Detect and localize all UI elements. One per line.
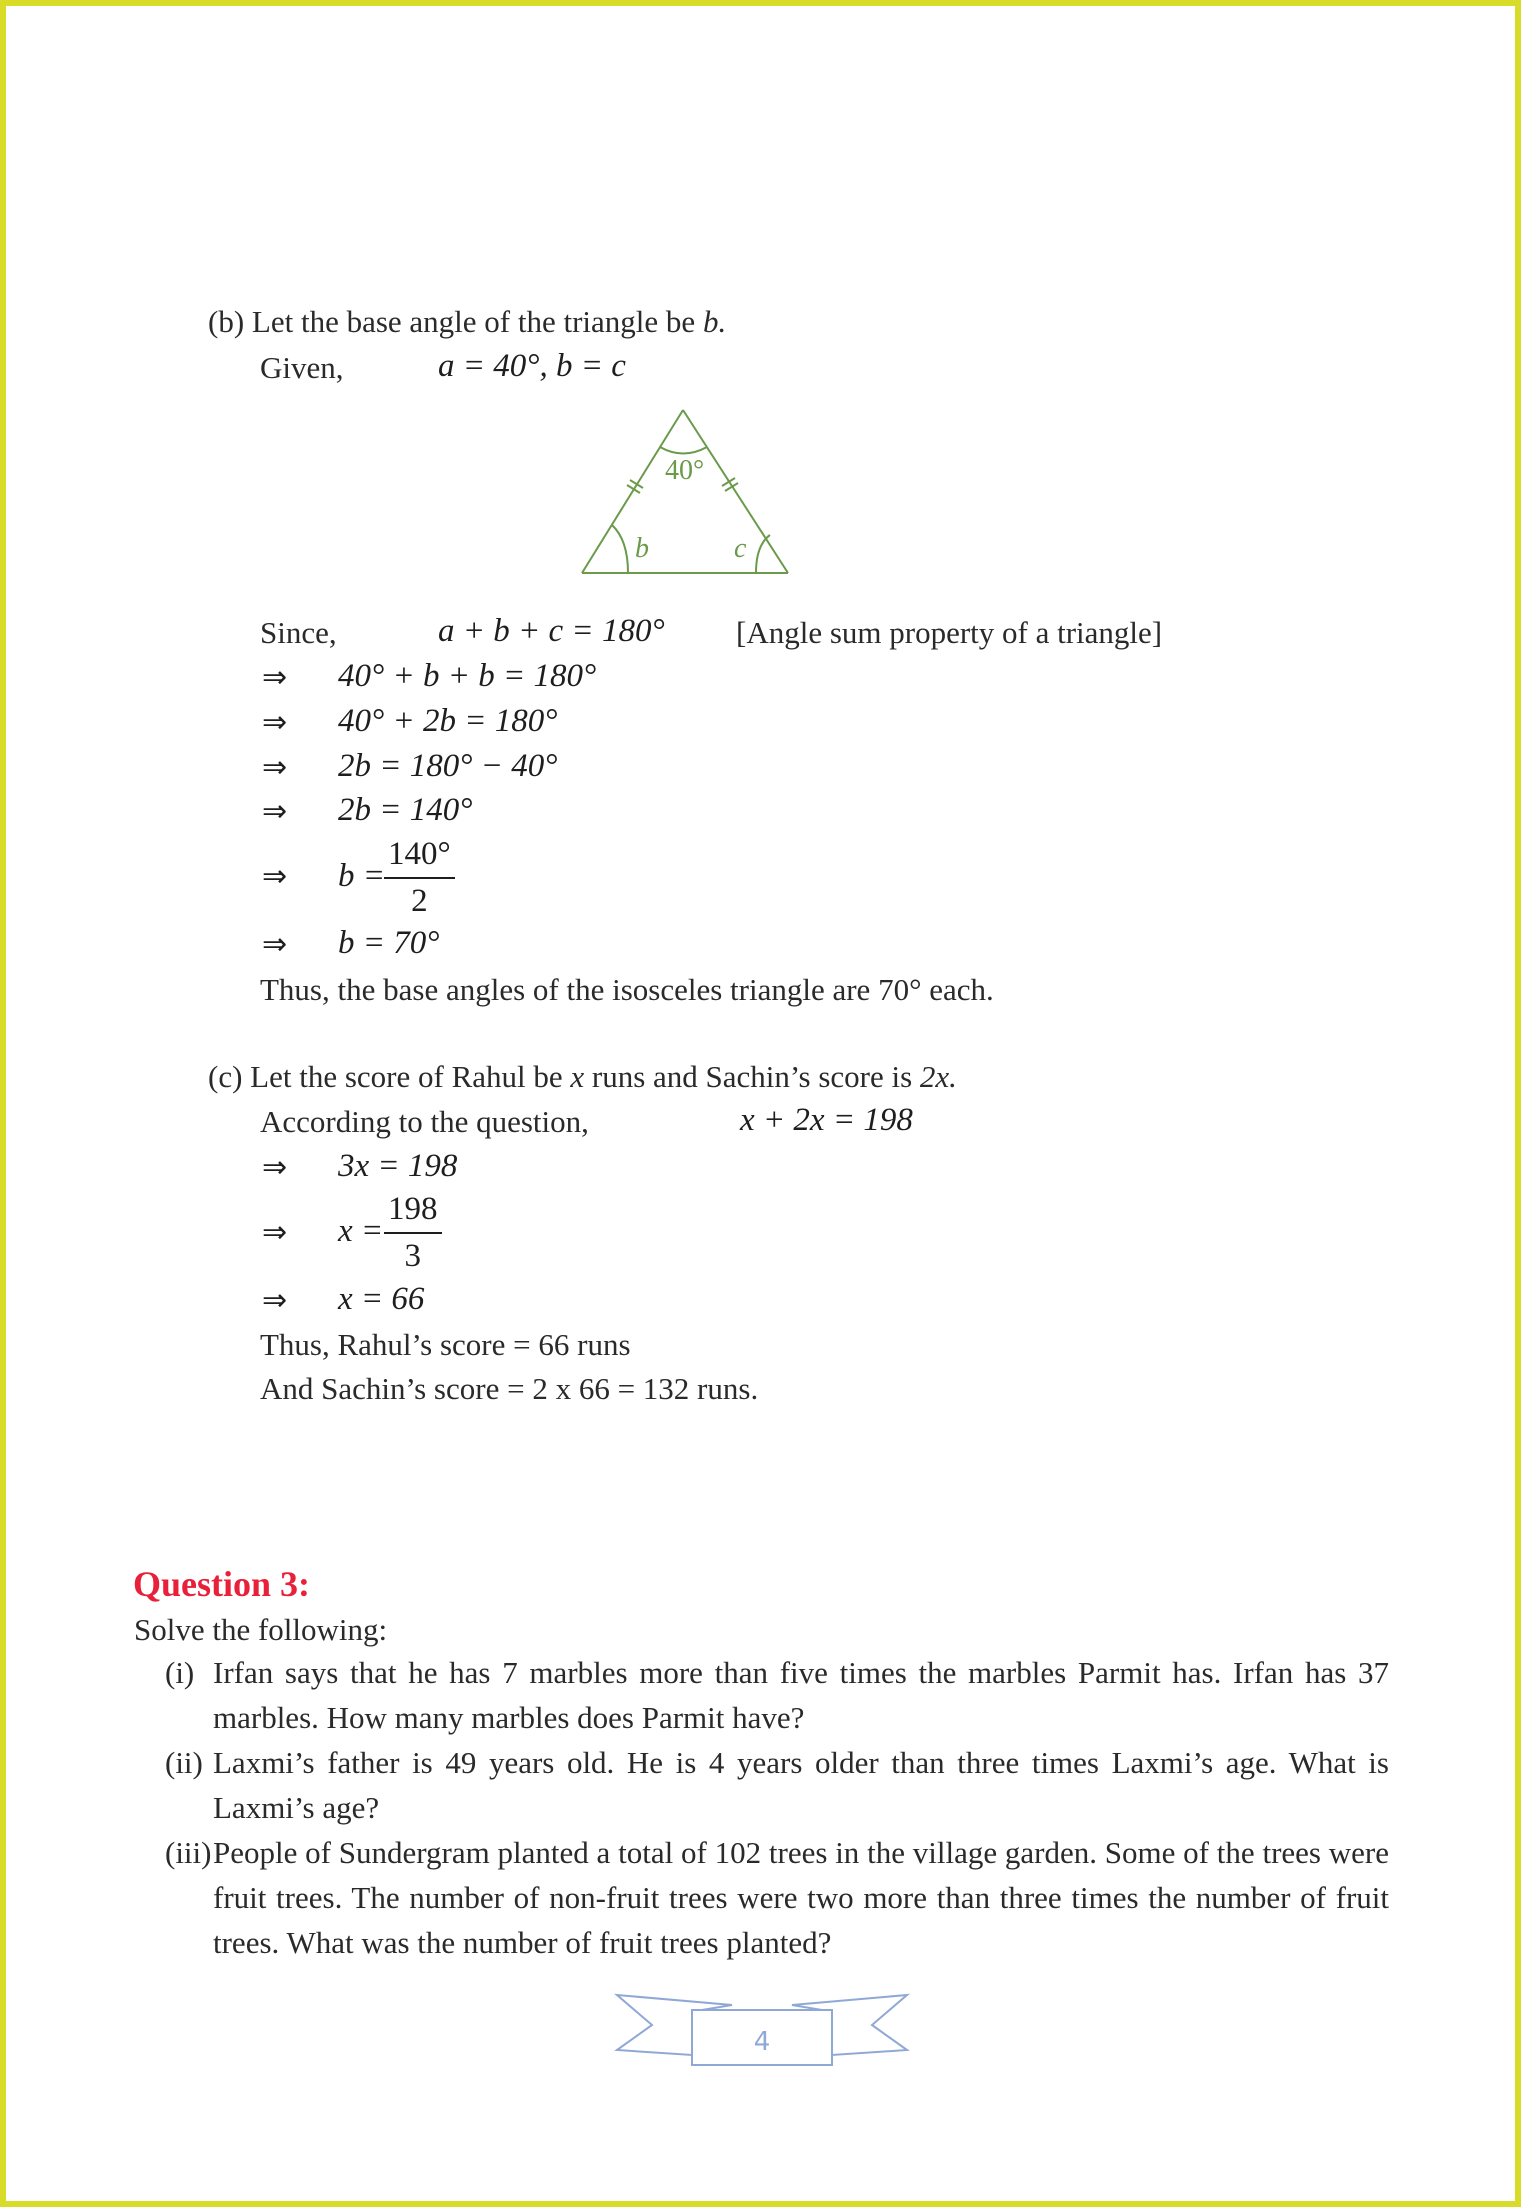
fraction [384,838,455,918]
part-b-intro-text: (b) Let the base angle of the triangle be [208,304,696,339]
implies-icon: ⇒ [262,705,288,740]
step: 40° + 2b = 180° [338,703,558,739]
rahul-score: Thus, Rahul’s score = 66 runs [260,1327,631,1362]
implies-icon: ⇒ [262,859,288,894]
given-equation: a = 40°, b = c [438,348,626,384]
question-item-text: Irfan says that he has 7 marbles more than five times the marbles Parmit has. Irfan has 37 marbles. How many marbles does Parmit have? [213,1655,1389,1735]
question-item [165,1830,1389,1965]
implies-icon: ⇒ [262,660,288,695]
page-number-ribbon-icon [612,1990,912,2080]
right-angle-label: c [734,533,747,564]
part-c-intro-text: (c) Let the score of Rahul be [208,1059,563,1094]
step: 2b = 180° − 40° [338,748,558,784]
question-item-label: (iii) [165,1835,212,1870]
question-item [165,1740,1389,1830]
apex-angle-label: 40° [665,455,705,486]
question-item-label: (i) [165,1655,195,1690]
fraction-denominator: 2 [411,883,428,919]
final-step: x = 66 [338,1281,425,1317]
question-item [165,1650,1389,1740]
implies-icon: ⇒ [262,750,288,785]
part-b-intro [208,306,726,337]
implies-icon: ⇒ [262,1215,288,1250]
implies-icon: ⇒ [262,794,288,829]
step: 2b = 140° [338,792,473,828]
part-c-intro-var2: 2x. [919,1059,957,1094]
part-b-intro-var: b. [702,304,727,339]
question-3-list [165,1650,1389,1965]
since-label: Since, [260,615,337,650]
since-equation: a + b + c = 180° [438,613,665,649]
since-reason: [Angle sum property of a triangle] [736,615,1163,650]
question-3-heading: Question 3: [133,1564,311,1604]
question-item-text: Laxmi’s father is 49 years old. He is 4 years older than three times Laxmi’s age. What is Laxmi’s age? [213,1745,1389,1825]
part-c-intro [208,1061,957,1092]
implies-icon: ⇒ [262,1150,288,1185]
fraction-lhs: b = [338,858,386,894]
question-item-label: (ii) [165,1745,203,1780]
implies-icon: ⇒ [262,927,288,962]
implies-icon: ⇒ [262,1283,288,1318]
fraction-numerator: 198 [384,1193,442,1234]
according-equation: x + 2x = 198 [740,1102,913,1138]
step: 3x = 198 [338,1148,458,1184]
step: 40° + b + b = 180° [338,658,597,694]
page-number: 4 [753,2027,771,2057]
final-step: b = 70° [338,925,440,961]
left-angle-label: b [635,533,649,564]
part-c-intro-var: x [570,1059,585,1094]
according-label: According to the question, [260,1104,589,1139]
fraction [384,1193,442,1273]
fraction-numerator: 140° [384,838,455,879]
question-item-text: People of Sundergram planted a total of 102 trees in the village garden. Some of the trees were fruit trees. The number of non-fruit trees were two more than three times the number of fruit trees. What was the number of fruit trees planted? [213,1835,1389,1960]
fraction-denominator: 3 [404,1238,421,1274]
question-3-instruction: Solve the following: [134,1612,388,1647]
part-b-conclusion: Thus, the base angles of the isosceles triangle are 70° each. [260,972,994,1007]
isosceles-triangle-diagram [570,405,800,585]
sachin-score: And Sachin’s score = 2 x 66 = 132 runs. [260,1371,759,1406]
part-c-intro-rest: runs and Sachin’s score is [591,1059,913,1094]
given-label: Given, [260,350,344,385]
fraction-lhs: x = [338,1213,384,1249]
